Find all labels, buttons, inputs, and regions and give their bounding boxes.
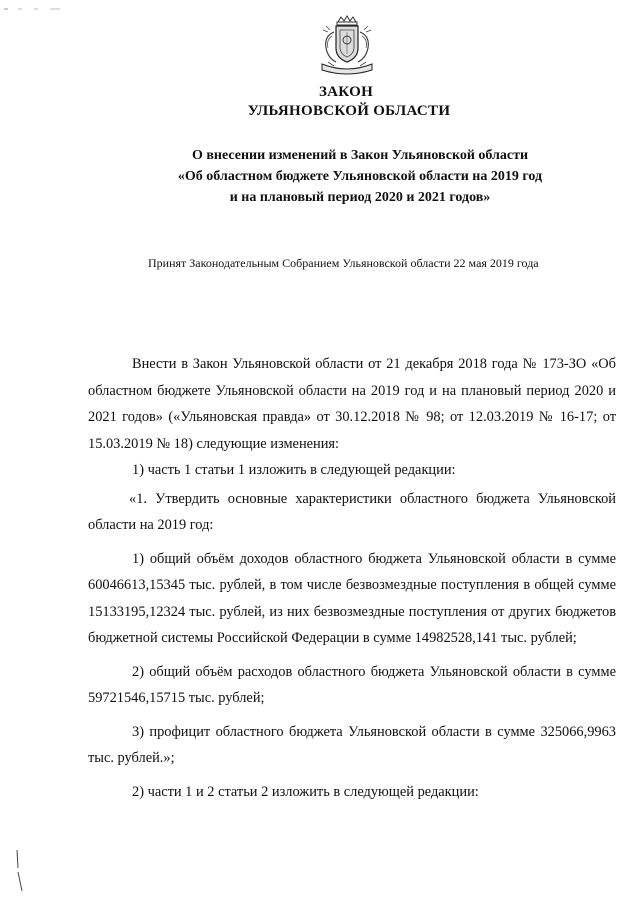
law-heading-line1: ЗАКОН [318, 84, 374, 100]
subitem-surplus: 3) профицит областного бюджета Ульяновской области в сумме 325066,9963 тыс. рублей.»; [88, 723, 616, 766]
subitem-expenditure: 2) общий объём расходов областного бюджета Ульяновской области в сумме 59721546,15715 тыс. рублей; [88, 663, 616, 706]
amendment-item-1: 1) часть 1 статьи 1 изложить в следующей редакции: [132, 462, 456, 478]
law-heading-line2: УЛЬЯНОВСКОЙ ОБЛАСТИ [247, 103, 451, 119]
scan-artifact-mark [15, 848, 25, 893]
coat-of-arms-emblem [314, 14, 380, 80]
amendment-item-2: 2) части 1 и 2 статьи 2 изложить в следующей редакции: [132, 783, 479, 800]
law-heading [0, 83, 640, 121]
subject-line2: «Об областном бюджете Ульяновской области на 2019 год [177, 169, 543, 184]
subject-line3: и на плановый период 2020 и 2021 годов» [229, 190, 491, 205]
body-intro-paragraph: Внести в Закон Ульяновской области от 21 декабря 2018 года № 173-ЗО «Об областном бюджете Ульяновской области на 2019 год и на плановый период 2020 и 2021 годов» («Ульяновская правда» от 30.12.2018 № 98; от 12.03.2019 № 16-17; от 15.03.2019 № 18) следующие изменения: [88, 356, 616, 452]
subject-line1: О внесении изменений в Закон Ульяновской области [191, 148, 529, 163]
quoted-part-1: «1. Утвердить основные характеристики областного бюджета Ульяновской области на 2019 год: [88, 490, 616, 533]
subitem-revenue: 1) общий объём доходов областного бюджета Ульяновской области в сумме 60046613,15345 тыс. рублей, в том числе безвозмездные поступления в общей сумме 15133195,12324 тыс. рублей, из них безвозмездные поступления от других бюджетов бюджетной системы Российской Федерации в сумме 14982528,141 тыс. рублей; [88, 550, 616, 646]
scan-corner-mark [4, 6, 64, 12]
law-body [88, 351, 616, 805]
adoption-note: Принят Законодательным Собранием Ульяновской области 22 мая 2019 года [148, 256, 539, 270]
law-subject-title [60, 145, 640, 208]
